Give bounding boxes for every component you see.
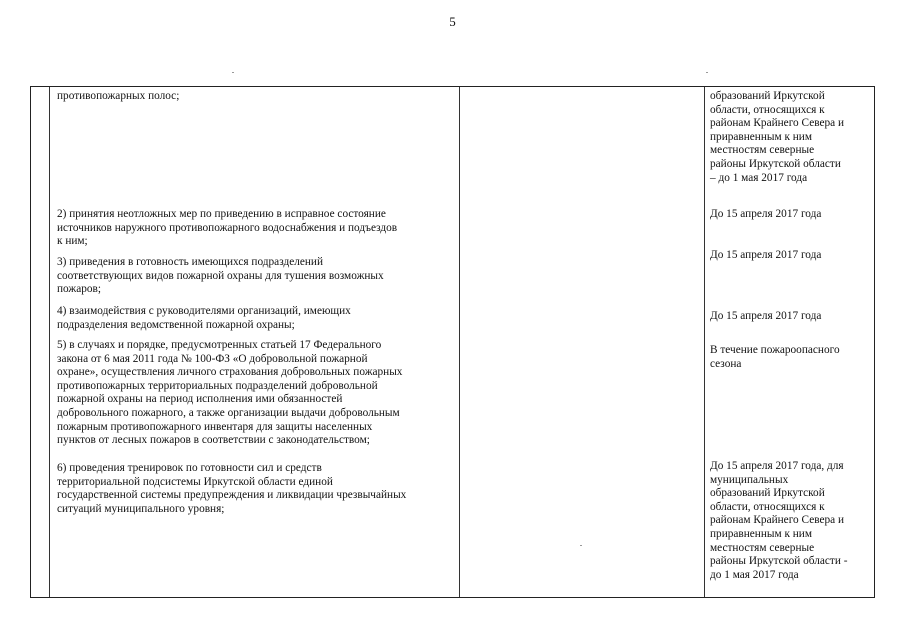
- deadline-4: До 15 апреля 2017 года: [710, 310, 822, 322]
- deadline-5: В течение пожароопасного сезона: [710, 344, 840, 370]
- measure-text-5: 5) в случаях и порядке, предусмотренных статьей 17 Федерального закона от 6 мая 2011 года № 100-ФЗ «О добровольной пожарной охране», осуществления личного страхования добровольных пожарных противопожарных территориальных подразделений добровольной пожарной охраны на период исполнения ими обязанностей добровольного пожарного, а также организации выдачи добровольным пожарным противопожарного инвентаря для защиты населенных пунктов от лесных пожаров в соответствии с законодательством;: [57, 339, 403, 447]
- measure-text-1: противопожарных полос;: [57, 90, 180, 102]
- deadline-3: До 15 апреля 2017 года: [710, 249, 822, 261]
- scan-speck: [232, 72, 234, 73]
- column-divider: [459, 87, 460, 597]
- column-divider: [704, 87, 705, 597]
- scan-speck: [706, 72, 708, 73]
- deadline-2: До 15 апреля 2017 года: [710, 208, 822, 220]
- schedule-table: [30, 86, 875, 598]
- measure-text-2: 2) принятия неотложных мер по приведению в исправное состояние источников наружного противопожарного водоснабжения и подъездов к ним;: [57, 208, 398, 248]
- column-divider: [49, 87, 50, 597]
- measure-text-4: 4) взаимодействия с руководителями организаций, имеющих подразделения ведомственной пожарной охраны;: [57, 305, 351, 331]
- deadline-6: До 15 апреля 2017 года, для муниципальных образований Иркутской области, относящихся к районам Крайнего Севера и приравненным к ним местностям северные районы Иркутской области - до 1 мая 2017 года: [710, 460, 848, 581]
- page-number: 5: [449, 14, 456, 29]
- measure-text-6: 6) проведения тренировок по готовности сил и средств территориальной подсистемы Иркутской области единой государственной системы предупреждения и ликвидации чрезвычайных ситуаций муниципального уровня;: [57, 462, 407, 515]
- deadline-1: образований Иркутской области, относящихся к районам Крайнего Севера и приравненным к ним местностям северные районы Иркутской области – до 1 мая 2017 года: [710, 90, 845, 184]
- measure-text-3: 3) приведения в готовность имеющихся подразделений соответствующих видов пожарной охраны для тушения возможных пожаров;: [57, 256, 384, 296]
